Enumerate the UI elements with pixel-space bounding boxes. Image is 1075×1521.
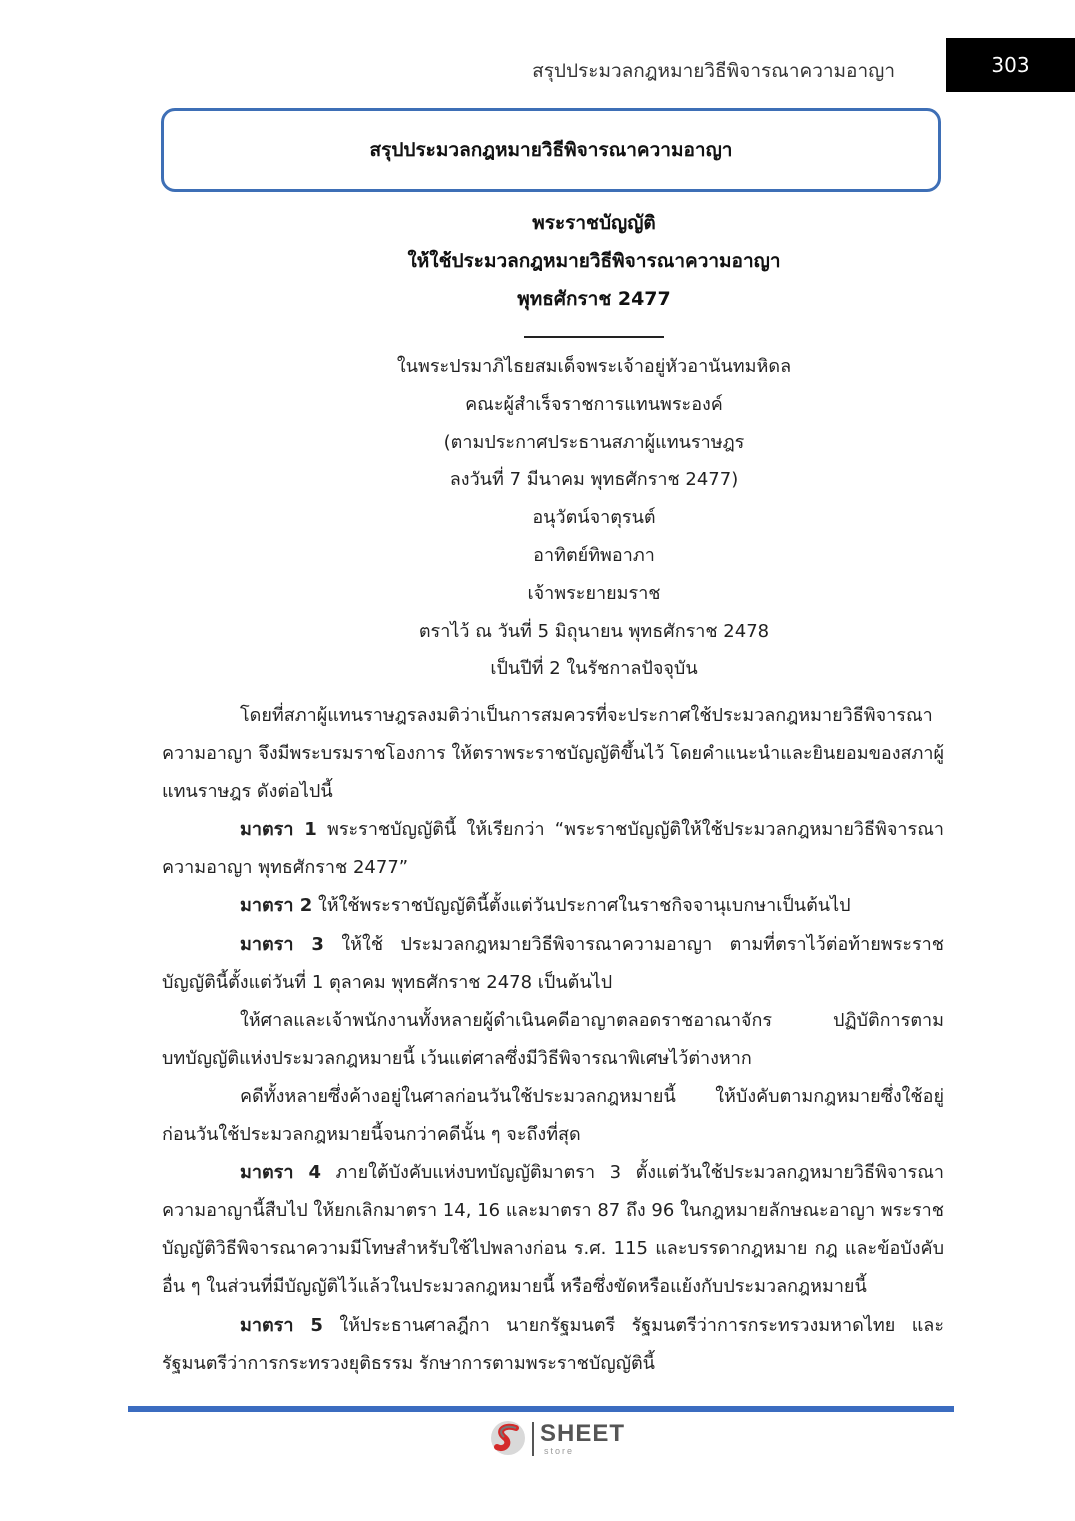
logo-divider	[532, 1422, 534, 1456]
preamble-line: อนุวัตน์จาตุรนต์	[532, 507, 656, 529]
logo-text: SHEET	[540, 1420, 626, 1447]
heading-line-2: ให้ใช้ประมวลกฎหมายวิธีพิจารณาความอาญา	[407, 250, 781, 272]
preamble-line: (ตามประกาศประธานสภาผู้แทนราษฎร	[443, 431, 745, 453]
footer-rule	[128, 1406, 954, 1412]
section-label: มาตรา 5	[240, 1314, 323, 1336]
paragraph-text: ให้ศาลและเจ้าพนักงานทั้งหลายผู้ดำเนินคดีอาญาตลอดราชอาณาจักร ปฏิบัติการตามบทบัญญัติแห่งประมวลกฎหมายนี้ เว้นแต่ศาลซึ่งมีวิธีพิจารณาพิเศษไว้ต่างหาก	[162, 1009, 944, 1069]
preamble-line: ในพระปรมาภิไธยสมเด็จพระเจ้าอยู่หัวอานันทมหิดล	[396, 356, 792, 377]
sheet-store-logo	[488, 1418, 628, 1458]
logo-subtext: store	[544, 1446, 575, 1456]
paragraph	[162, 887, 944, 925]
paragraph	[162, 811, 944, 887]
section-label: มาตรา 1	[240, 819, 317, 841]
paragraph	[162, 1154, 944, 1306]
paragraph-text: โดยที่สภาผู้แทนราษฎรลงมติว่าเป็นการสมควรที่จะประกาศใช้ประมวลกฎหมายวิธีพิจารณาความอาญา จึงมีพระบรมราชโองการ ให้ตราพระราชบัญญัติขึ้นไว้ โดยคำแนะนำและยินยอมของสภาผู้แทนราษฎร ดังต่อไปนี้	[162, 705, 944, 803]
body-text	[162, 697, 944, 1383]
preamble-line: คณะผู้สำเร็จราชการแทนพระองค์	[465, 393, 723, 415]
heading-separator	[524, 336, 664, 338]
running-header-title: สรุปประมวลกฎหมายวิธีพิจารณาความอาญา	[532, 60, 895, 82]
paragraph-text: ให้ประธานศาลฎีกา นายกรัฐมนตรี รัฐมนตรีว่าการกระทรวงมหาดไทย และรัฐมนตรีว่าการกระทรวงยุติธรรม รักษาการตามพระราชบัญญัตินี้	[162, 1314, 944, 1374]
heading-line-1: พระราชบัญญัติ	[532, 212, 656, 234]
paragraph	[162, 1307, 944, 1383]
paragraph-text: ให้ใช้ ประมวลกฎหมายวิธีพิจารณาความอาญา ตามที่ตราไว้ต่อท้ายพระราชบัญญัตินี้ตั้งแต่วันที่ 1 ตุลาคม พุทธศักราช 2478 เป็นต้นไป	[162, 933, 944, 993]
page-number-tab	[946, 38, 1075, 92]
box-title: สรุปประมวลกฎหมายวิธีพิจารณาความอาญา	[369, 139, 733, 161]
paragraph	[162, 926, 944, 1002]
paragraph	[162, 1078, 944, 1154]
preamble-line: เจ้าพระยายมราช	[527, 582, 661, 604]
preamble-line: ตราไว้ ณ วันที่ 5 มิถุนายน พุทธศักราช 2478	[418, 620, 770, 642]
paragraph	[162, 697, 944, 811]
title-box	[161, 108, 941, 192]
page-number: 303	[991, 53, 1030, 77]
s-logo-icon	[488, 1418, 528, 1458]
preamble-line: ลงวันที่ 7 มีนาคม พุทธศักราช 2477)	[449, 469, 739, 491]
paragraph	[162, 1002, 944, 1078]
heading-line-3: พุทธศักราช 2477	[517, 288, 671, 310]
section-label: มาตรา 3	[240, 933, 324, 955]
section-label: มาตรา 2	[240, 895, 313, 917]
paragraph-text: พระราชบัญญัตินี้ ให้เรียกว่า “พระราชบัญญัติให้ใช้ประมวลกฎหมายวิธีพิจารณาความอาญา พุทธศักราช 2477”	[162, 819, 944, 879]
act-heading	[161, 204, 1027, 688]
paragraph-text: ภายใต้บังคับแห่งบทบัญญัติมาตรา 3 ตั้งแต่วันใช้ประมวลกฎหมายวิธีพิจารณาความอาญานี้สืบไป ให้ยกเลิกมาตรา 14, 16 และมาตรา 87 ถึง 96 ในกฎหมายลักษณะอาญา พระราชบัญญัติวิธีพิจารณาความมีโทษสำหรับใช้ไปพลางก่อน ร.ศ. 115 และบรรดากฎหมาย กฎ และข้อบังคับอื่น ๆ ในส่วนที่มีบัญญัติไว้แล้วในประมวลกฎหมายนี้ หรือซึ่งขัดหรือแย้งกับประมวลกฎหมายนี้	[162, 1162, 945, 1298]
paragraph-text: คดีทั้งหลายซึ่งค้างอยู่ในศาลก่อนวันใช้ประมวลกฎหมายนี้ ให้บังคับตามกฎหมายซึ่งใช้อยู่ก่อนวันใช้ประมวลกฎหมายนี้จนกว่าคดีนั้น ๆ จะถึงที่สุด	[162, 1085, 944, 1146]
section-label: มาตรา 4	[240, 1162, 322, 1184]
preamble-line: อาทิตย์ทิพอาภา	[533, 544, 655, 566]
paragraph-text: ให้ใช้พระราชบัญญัตินี้ตั้งแต่วันประกาศในราชกิจจานุเบกษาเป็นต้นไป	[312, 895, 851, 917]
preamble-line: เป็นปีที่ 2 ในรัชกาลปัจจุบัน	[490, 658, 698, 680]
